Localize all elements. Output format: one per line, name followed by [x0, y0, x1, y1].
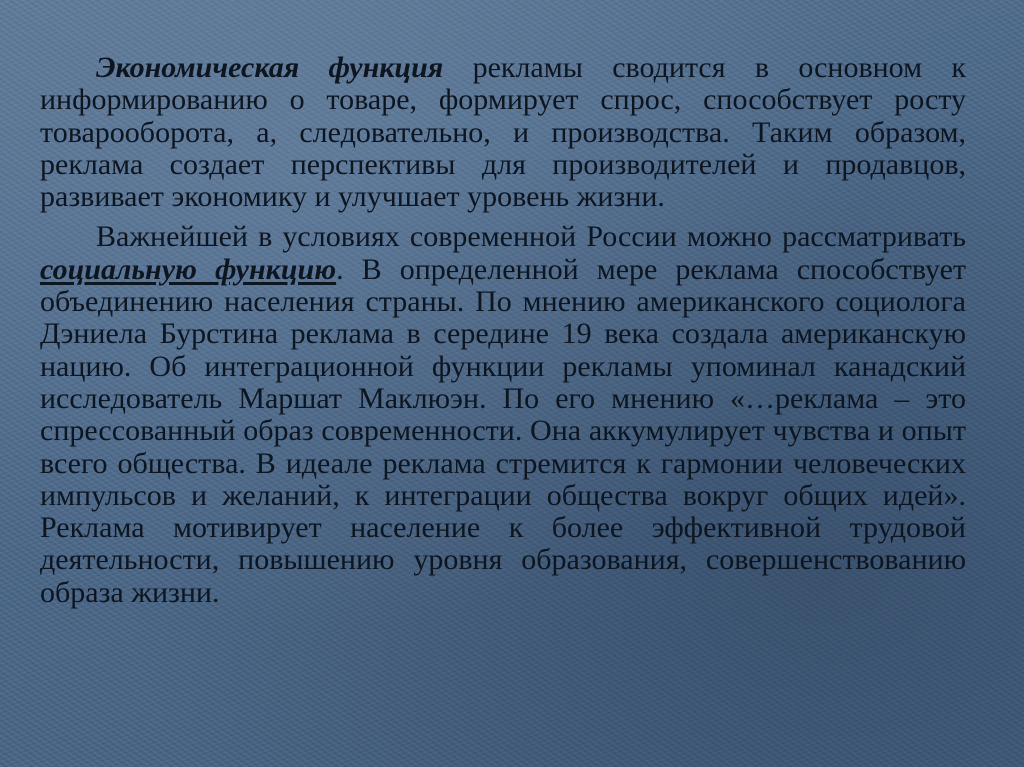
term-economic-function: Экономическая функция — [96, 51, 444, 84]
paragraph-economic-text: рекламы сводится в основном к информированию о товаре, формирует спрос, способствует росту товарооборота, а, следовательно, и производства. Таким образом, реклама создает перспективы для производителей и продавцов, развивает экономику и улучшает уровень жизни. — [40, 51, 966, 214]
slide-body — [40, 52, 966, 609]
paragraph-social-text-after: . В определенной мере реклама способствует объединению населения страны. По мнению американского социолога Дэниела Бурстина реклама в середине 19 века создала американскую нацию. Об интеграционной функции рекламы упоминал канадский исследователь Маршат Маклюэн. По его мнению «…реклама – это спрессованный образ современности. Она аккумулирует чувства и опыт всего общества. В идеале реклама стремится к гармонии человеческих импульсов и желаний, к интеграции общества вокруг общих идей». Реклама мотивирует население к более эффективной трудовой деятельности, повышению уровня образования, совершенствованию образа жизни. — [40, 252, 966, 609]
paragraph-economic-function — [40, 52, 966, 213]
term-social-function: социальную функцию — [40, 252, 337, 286]
paragraph-social-text-before: Важнейшей в условиях современной России можно рассматривать — [96, 220, 966, 254]
paragraph-social-function — [40, 221, 966, 609]
